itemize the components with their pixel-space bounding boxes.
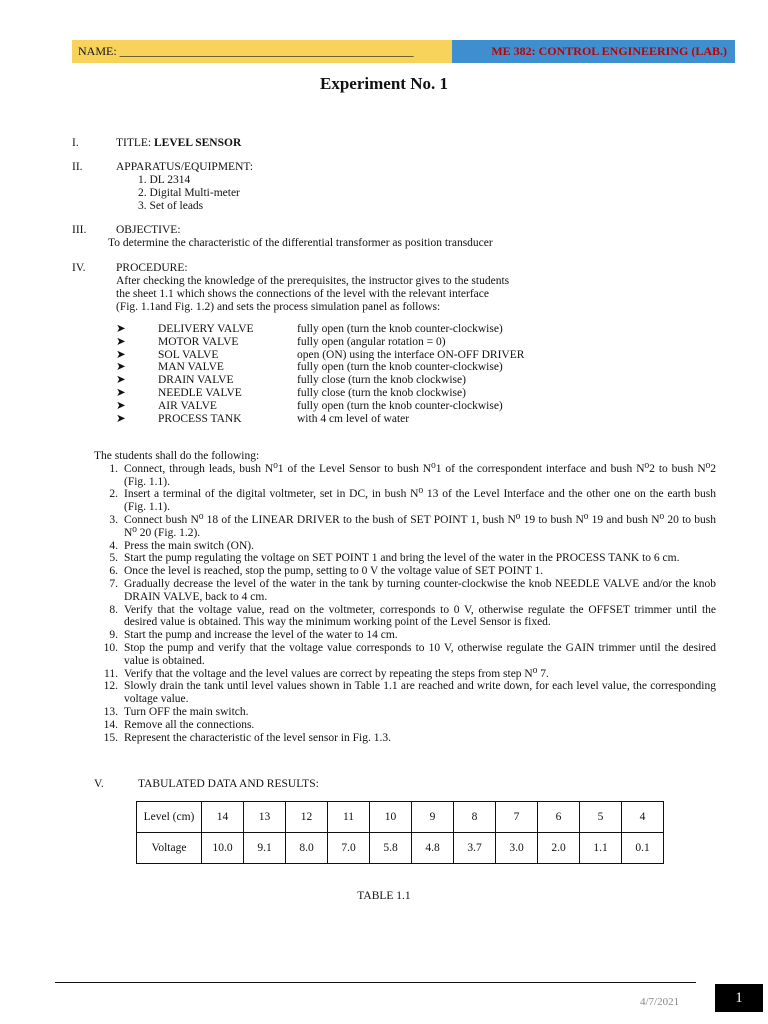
step-number: 1. xyxy=(109,462,118,475)
step-number: 2. xyxy=(109,488,118,501)
step-number: 4. xyxy=(109,539,118,552)
intro-line: After checking the knowledge of the prerequisites, the instructor gives to the students xyxy=(116,275,510,287)
step-number: 3. xyxy=(109,513,118,526)
arrow-bullet-icon: ➤ xyxy=(116,323,126,335)
table-cell-voltage: 0.1 xyxy=(622,833,664,864)
section-title-label: TITLE: xyxy=(116,137,152,149)
arrow-bullet-icon: ➤ xyxy=(116,348,126,361)
step-number: 8. xyxy=(109,603,118,616)
arrow-bullet-icon: ➤ xyxy=(116,399,126,412)
table-cell-level: 12 xyxy=(286,802,328,833)
arrow-bullet-icon: ➤ xyxy=(116,361,126,374)
step-text: Insert a terminal of the digital voltmeter, set in DC, in bush N⁰ 13 of the Level Interface and the other one on the earth bush (Fig. 1.1). xyxy=(124,488,716,514)
intro-line: (Fig. 1.1and Fig. 1.2) and sets the process simulation panel as follows: xyxy=(116,300,441,313)
table-cell-level: 10 xyxy=(370,802,412,833)
procedure-intro xyxy=(116,275,509,313)
objective-text: To determine the characteristic of the differential transformer as position transducer xyxy=(108,237,493,249)
table-cell-voltage: 9.1 xyxy=(244,833,286,864)
table-cell-level: 6 xyxy=(538,802,580,833)
step-text: Slowly drain the tank until level values shown in Table 1.1 are reached and write down, for each level value, the corresponding voltage value. xyxy=(124,680,716,706)
setting-row xyxy=(116,336,524,349)
results-label: TABULATED DATA AND RESULTS: xyxy=(138,778,319,790)
step-text: Remove all the connections. xyxy=(124,718,255,731)
step-text: Connect, through leads, bush N⁰1 of the Level Sensor to bush N⁰1 of the correspondent interface and bush N⁰2 to bush N⁰2 (Fig. 1.1). xyxy=(124,462,716,488)
setting-value: with 4 cm level of water xyxy=(297,412,410,425)
step-number: 15. xyxy=(103,731,118,744)
table-cell-level: 14 xyxy=(202,802,244,833)
procedure-step xyxy=(94,706,716,719)
table-cell-voltage: 8.0 xyxy=(286,833,328,864)
table-cell-voltage: 3.7 xyxy=(454,833,496,864)
setting-name: NEEDLE VALVE xyxy=(158,386,242,399)
step-number: 12. xyxy=(103,680,118,693)
objective-label: OBJECTIVE: xyxy=(116,224,181,236)
setting-row xyxy=(116,400,524,413)
table-cell-voltage: 3.0 xyxy=(496,833,538,864)
list-item: 2. Digital Multi-meter xyxy=(138,186,240,199)
table-cell-level: 9 xyxy=(412,802,454,833)
procedure-step xyxy=(94,540,716,553)
course-title: ME 382: CONTROL ENGINEERING (LAB.) xyxy=(452,40,735,63)
table-header-level: Level (cm) xyxy=(137,802,202,833)
setting-row xyxy=(116,387,524,400)
setting-row xyxy=(116,323,524,336)
procedure-step xyxy=(94,680,716,706)
step-text: Represent the characteristic of the level sensor in Fig. 1.3. xyxy=(124,731,391,744)
procedure-step xyxy=(94,604,716,630)
table-cell-level: 5 xyxy=(580,802,622,833)
step-text: Start the pump regulating the voltage on SET POINT 1 and bring the level of the water in the PROCESS TANK to 6 cm. xyxy=(124,552,680,565)
table-cell-voltage: 10.0 xyxy=(202,833,244,864)
table-cell-voltage: 4.8 xyxy=(412,833,454,864)
setting-name: SOL VALVE xyxy=(158,348,219,361)
setting-name: MOTOR VALVE xyxy=(158,335,239,348)
section-numeral-5: V. xyxy=(94,778,104,790)
step-number: 11. xyxy=(104,667,118,680)
setting-value: fully close (turn the knob clockwise) xyxy=(297,386,466,399)
setting-row xyxy=(116,361,524,374)
step-number: 7. xyxy=(109,577,118,590)
footer-rule xyxy=(55,982,696,983)
table-cell-voltage: 2.0 xyxy=(538,833,580,864)
procedure-step xyxy=(94,565,716,578)
page-number: 1 xyxy=(715,984,763,1012)
procedure-step xyxy=(94,463,716,489)
section-numeral-3: III. xyxy=(72,224,87,236)
table-cell-level: 8 xyxy=(454,802,496,833)
list-item: 1. DL 2314 xyxy=(138,174,191,186)
name-field: NAME: _________________________________________________ xyxy=(72,40,452,63)
step-number: 14. xyxy=(103,718,118,731)
arrow-bullet-icon: ➤ xyxy=(116,386,126,399)
list-item: 3. Set of leads xyxy=(138,199,204,212)
step-number: 9. xyxy=(109,629,118,642)
page-title: Experiment No. 1 xyxy=(320,74,448,93)
setting-name: DRAIN VALVE xyxy=(158,374,234,387)
data-table xyxy=(136,801,664,864)
step-number: 5. xyxy=(109,552,118,565)
steps-intro: The students shall do the following: xyxy=(94,450,260,462)
setting-value: open (ON) using the interface ON-OFF DRIVER xyxy=(297,348,525,361)
arrow-bullet-icon: ➤ xyxy=(116,412,126,425)
step-text: Connect bush N⁰ 18 of the LINEAR DRIVER to the bush of SET POINT 1, bush N⁰ 19 to bush N⁰ 19 and bush N⁰ 20 to bush N⁰ 20 (Fig. 1.2). xyxy=(124,513,716,539)
procedure-step xyxy=(94,578,716,604)
step-text: Turn OFF the main switch. xyxy=(124,705,249,718)
step-number: 6. xyxy=(109,565,118,578)
setting-value: fully open (turn the knob counter-clockwise) xyxy=(297,361,503,374)
steps-list xyxy=(94,463,716,745)
intro-line: the sheet 1.1 which shows the connections of the level with the relevant interface xyxy=(116,287,489,300)
setting-row xyxy=(116,374,524,387)
step-text: Start the pump and increase the level of the water to 14 cm. xyxy=(124,629,398,642)
experiment-title: LEVEL SENSOR xyxy=(154,137,242,149)
table-row-level xyxy=(137,802,664,833)
arrow-bullet-icon: ➤ xyxy=(116,374,126,387)
procedure-step xyxy=(94,732,716,745)
step-text: Verify that the voltage value, read on the voltmeter, corresponds to 0 V, otherwise regulate the OFFSET trimmer until the desired value is obtained. This way the minimum working point of the Level Sensor is fixed. xyxy=(124,603,716,629)
arrow-bullet-icon: ➤ xyxy=(116,335,126,348)
procedure-steps xyxy=(94,450,716,744)
setting-name: AIR VALVE xyxy=(158,399,217,412)
procedure-step xyxy=(94,629,716,642)
procedure-step xyxy=(94,719,716,732)
step-number: 13. xyxy=(103,705,118,718)
section-title xyxy=(116,137,241,150)
footer-date: 4/7/2021 xyxy=(640,996,680,1008)
setting-row xyxy=(116,413,524,426)
step-text: Verify that the voltage and the level values are correct by repeating the steps from step N⁰ 7. xyxy=(124,667,549,680)
table-cell-voltage: 1.1 xyxy=(580,833,622,864)
table-cell-level: 13 xyxy=(244,802,286,833)
table-cell-voltage: 5.8 xyxy=(370,833,412,864)
table-caption: TABLE 1.1 xyxy=(357,890,411,902)
table-header-voltage: Voltage xyxy=(137,833,202,864)
setting-name: PROCESS TANK xyxy=(158,412,242,425)
procedure-step xyxy=(94,668,716,681)
table-cell-level: 4 xyxy=(622,802,664,833)
setting-name: MAN VALVE xyxy=(158,361,224,374)
procedure-label: PROCEDURE: xyxy=(116,262,188,274)
section-numeral-2: II. xyxy=(72,161,83,173)
section-numeral-1: I. xyxy=(72,137,79,149)
table-cell-voltage: 7.0 xyxy=(328,833,370,864)
table-row-voltage xyxy=(137,833,664,864)
panel-settings xyxy=(116,323,524,425)
table-cell-level: 11 xyxy=(328,802,370,833)
setting-value: fully open (turn the knob counter-clockwise) xyxy=(297,323,503,335)
setting-value: fully open (turn the knob counter-clockwise) xyxy=(297,399,503,412)
setting-row xyxy=(116,349,524,362)
step-text: Gradually decrease the level of the water in the tank by turning counter-clockwise the knob NEEDLE VALVE and/or the knob DRAIN VALVE, back to 4 cm. xyxy=(124,577,716,603)
procedure-step xyxy=(94,488,716,514)
section-numeral-4: IV. xyxy=(72,262,86,274)
setting-value: fully close (turn the knob clockwise) xyxy=(297,374,466,387)
step-text: Once the level is reached, stop the pump, setting to 0 V the voltage value of SET POINT 1. xyxy=(124,565,544,578)
step-text: Press the main switch (ON). xyxy=(124,539,254,552)
procedure-step xyxy=(94,514,716,540)
setting-value: fully open (angular rotation = 0) xyxy=(297,335,446,348)
step-number: 10. xyxy=(103,641,118,654)
table-cell-level: 7 xyxy=(496,802,538,833)
setting-name: DELIVERY VALVE xyxy=(158,323,254,335)
apparatus-list xyxy=(138,174,240,212)
step-text: Stop the pump and verify that the voltage value corresponds to 10 V, otherwise regulate the GAIN trimmer until the desired value is obtained. xyxy=(124,641,716,667)
apparatus-label: APPARATUS/EQUIPMENT: xyxy=(116,161,254,173)
procedure-step xyxy=(94,642,716,668)
procedure-step xyxy=(94,552,716,565)
